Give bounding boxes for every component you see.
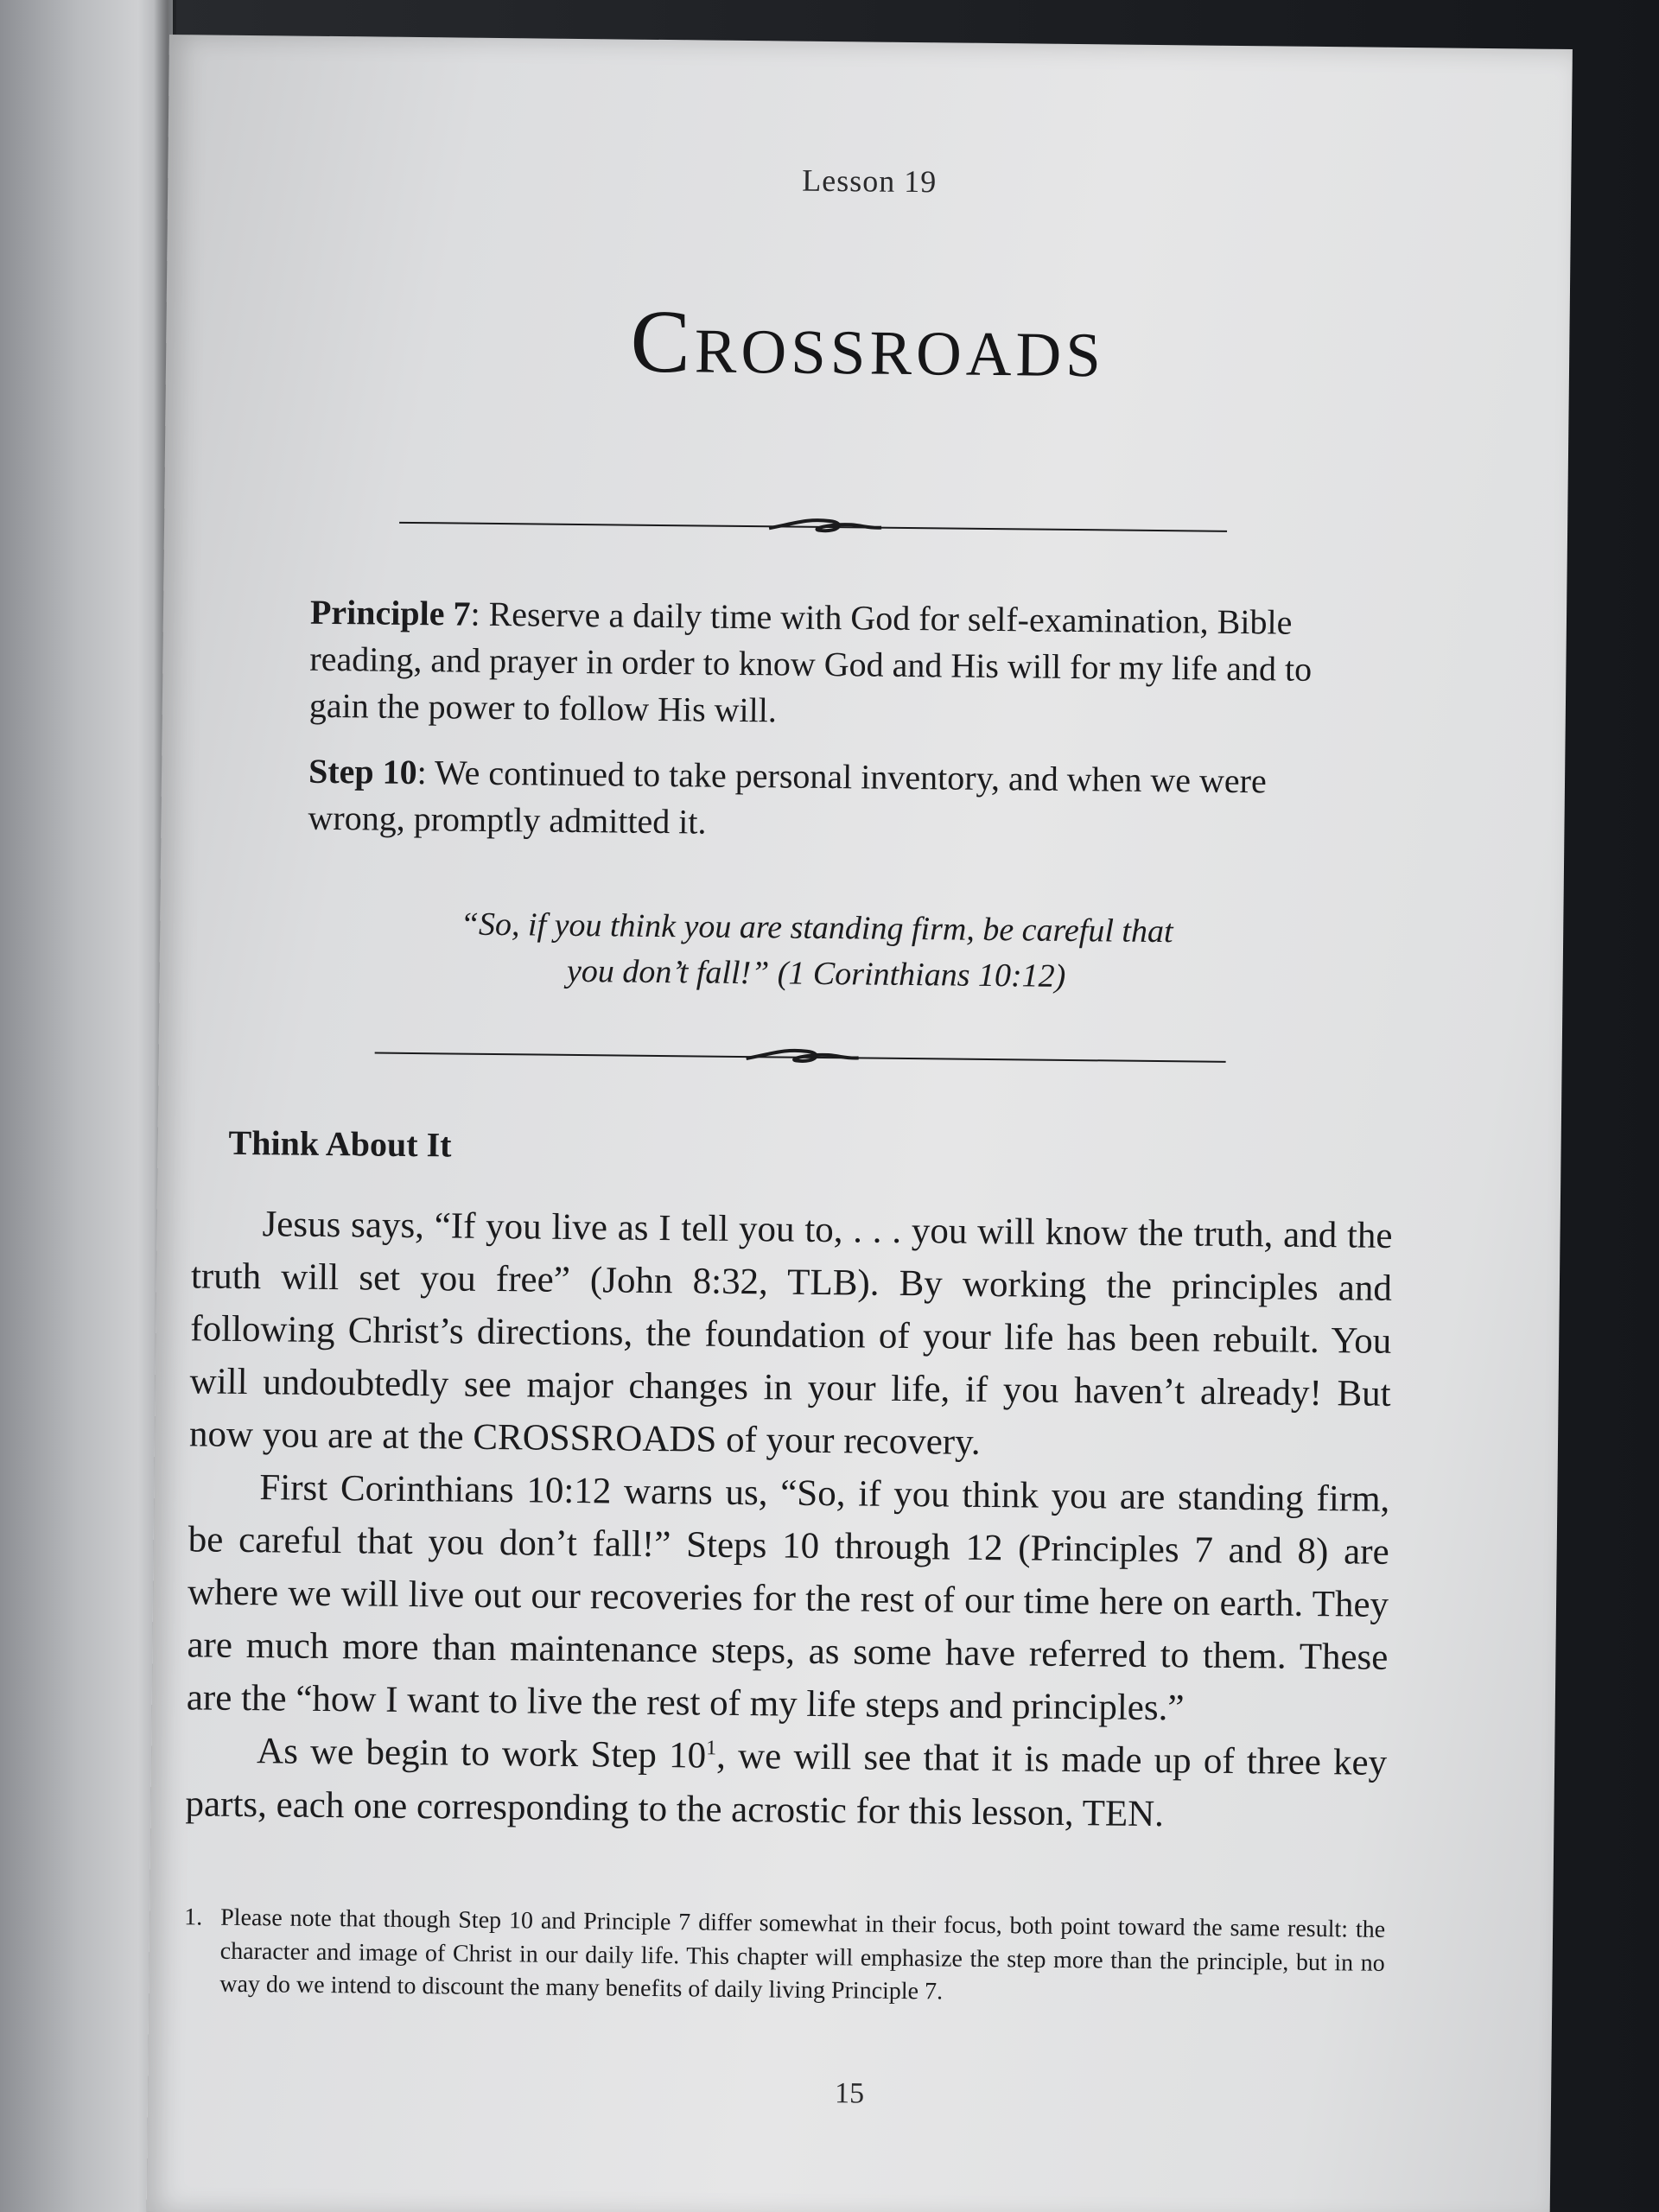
page-number: 15 <box>834 2077 865 2110</box>
running-head: Lesson 19 <box>802 162 938 200</box>
book-page <box>147 35 1573 2212</box>
epigraph-quote <box>306 900 1326 1003</box>
principle-text: : Reserve a daily time with God for self-examination, Bible reading, and prayer in order to know God and His will for my life and to gain the power to follow His will. <box>308 594 1313 730</box>
principle-label: Principle 7 <box>309 592 471 633</box>
body-paragraph-2: First Corinthians 10:12 warns us, “So, if you think you are standing firm, be careful that you don’t fall!” Steps 10 through 12 (Principles 7 and 8) are where we will live out our recoveries for the rest of our time here on earth. They are much more than maintenance steps, as some have referred to them. These are the “how I want to live the rest of my life steps and principles.” <box>186 1467 1390 1729</box>
section-heading: Think About It <box>228 1122 452 1165</box>
chapter-title: Crossroads <box>629 291 1106 397</box>
principle-and-step <box>308 589 1330 871</box>
footnote-text: Please note that though Step 10 and Principle 7 differ somewhat in their focus, both point toward the same result: the character and image of Christ in our daily life. This chapter will emphasize the step more than the principle, but in no way do we intend to discount the many benefits of daily living Principle 7. <box>219 1904 1386 2005</box>
epigraph-line-1: “So, if you think you are standing firm, be careful that <box>460 906 1173 950</box>
body-paragraph-3-end: , we will see that it is made up of three key parts, each one corresponding to the acrostic for this lesson, TEN. <box>185 1736 1388 1834</box>
epigraph-line-2: you don’t fall!” (1 Corinthians 10:12) <box>566 953 1066 995</box>
body-paragraph-1: Jesus says, “If you live as I tell you to, . . . you will know the truth, and the truth will set you free” (John 8:32, TLB). By working the principles and following Christ’s directions, the foundation of your life has been rebuilt. You will undoubtedly see major changes in your life, if you haven’t already! But now you are at the CROSSROADS of your recovery. <box>188 1204 1393 1464</box>
body-paragraph-3 <box>185 1725 1387 1843</box>
footnote-reference: 1 <box>706 1737 717 1760</box>
principle-statement <box>309 589 1331 740</box>
step-label: Step 10 <box>308 751 417 792</box>
step-text: : We continued to take personal inventory, and when we were wrong, promptly admitted it. <box>308 753 1267 842</box>
footnote <box>183 1901 1385 2013</box>
footnote-number: 1. <box>184 1904 203 1931</box>
body-text <box>185 1197 1393 1842</box>
ornamental-rule-bottom <box>159 1037 1562 1077</box>
facing-page-edge <box>0 0 173 2212</box>
body-paragraph-3-start: As we begin to work Step 10 <box>256 1731 707 1777</box>
ornamental-rule-top <box>164 506 1567 547</box>
step-statement <box>308 748 1328 852</box>
